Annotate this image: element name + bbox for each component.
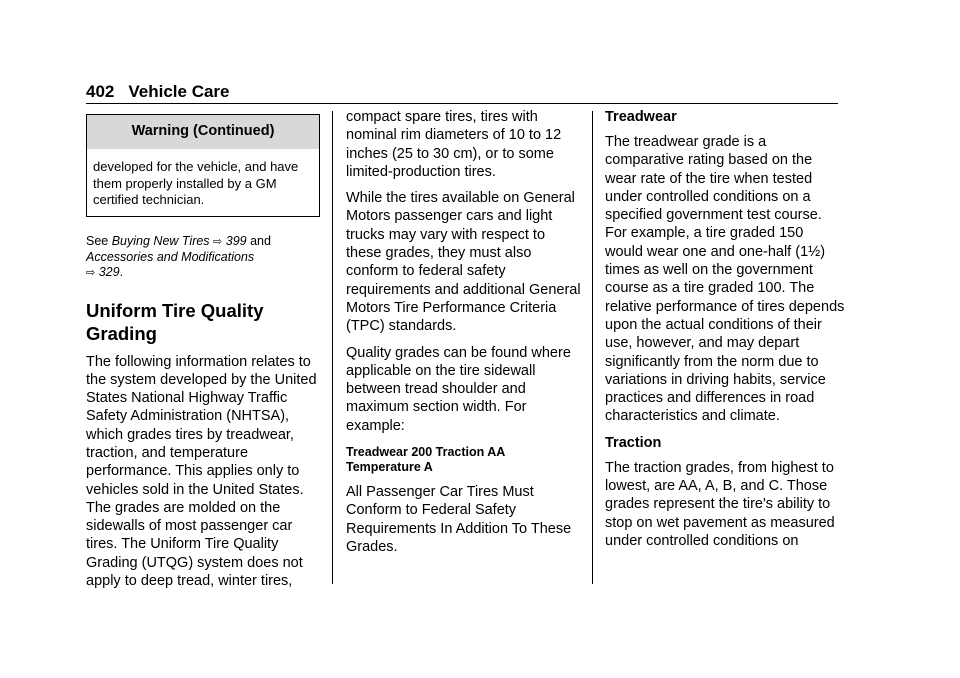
see-mid: and (246, 233, 271, 248)
column-1 (86, 104, 320, 598)
grade-example: Treadwear 200 Traction AA Temperature A (346, 445, 505, 474)
traction-heading: Traction (605, 434, 662, 451)
link-page-399[interactable]: 399 (225, 233, 247, 248)
link-page-329[interactable]: 329 (98, 264, 120, 279)
warning-title: Warning (Continued) (87, 115, 319, 149)
treadwear-paragraph: The treadwear grade is a comparative rating based on the wear rate of the tire when tested under controlled conditions on a specified government test course. For example, a tire graded 150 would wear one and one-half (1½) times as well on the government course as a tire graded 100. The relative performance of tires depends upon the actual conditions of their use, however, and may depart significantly from the norm due to variations in driving habits, service practices and differences in road characteristics and climate. (605, 134, 845, 425)
see-end: . (119, 264, 124, 279)
page-arrow-icon: ⇨ (213, 235, 223, 248)
traction-paragraph: The traction grades, from highest to lowest, are AA, A, B, and C. Those grades represent the tire's ability to stop on wet pavement as measured under controlled conditions on (605, 459, 835, 549)
col2-paragraph-3: Quality grades can be found where applicable on the tire sidewall between tread shoulder and maximum section width. For example: (346, 344, 571, 434)
treadwear-heading: Treadwear (605, 109, 677, 125)
link-accessories-modifications[interactable]: Accessories and Modifications (86, 249, 255, 264)
see-reference (86, 234, 320, 281)
column-divider-1 (332, 111, 333, 584)
column-divider-2 (592, 111, 593, 584)
col2-paragraph-1: compact spare tires, tires with nominal rim diameters of 10 to 12 inches (25 to 30 cm), or to some limited-production tires. (346, 109, 562, 180)
page-arrow-icon: ⇨ (86, 266, 96, 279)
link-buying-new-tires[interactable]: Buying New Tires (111, 233, 210, 248)
warning-box (86, 114, 320, 217)
section-title: Vehicle Care (128, 82, 230, 101)
see-prefix: See (86, 233, 112, 248)
col2-paragraph-4: All Passenger Car Tires Must Conform to Federal Safety Requirements In Addition To These Grades. (346, 484, 572, 555)
column-2 (346, 108, 582, 564)
page-number: 402 (86, 82, 115, 101)
warning-body: developed for the vehicle, and have them properly installed by a GM certified technician. (93, 159, 299, 207)
page-header (86, 82, 230, 102)
utqg-heading: Uniform Tire Quality Grading (86, 299, 264, 344)
column-3 (605, 108, 845, 558)
col2-paragraph-2: While the tires available on General Motors passenger cars and light trucks may vary with respect to these grades, they must also conform to federal safety requirements and additional General Motors Tire Performance Criteria (TPC) standards. (346, 190, 581, 335)
utqg-paragraph: The following information relates to the system developed by the United States National Highway Traffic Safety Administration (NHTSA), which grades tires by treadwear, traction, and temperature performance. This applies only to vehicles sold in the United States. The grades are molded on the sidewalls of most passenger car tires. The Uniform Tire Quality Grading (UTQG) system does not apply to deep tread, winter tires, (86, 353, 317, 590)
